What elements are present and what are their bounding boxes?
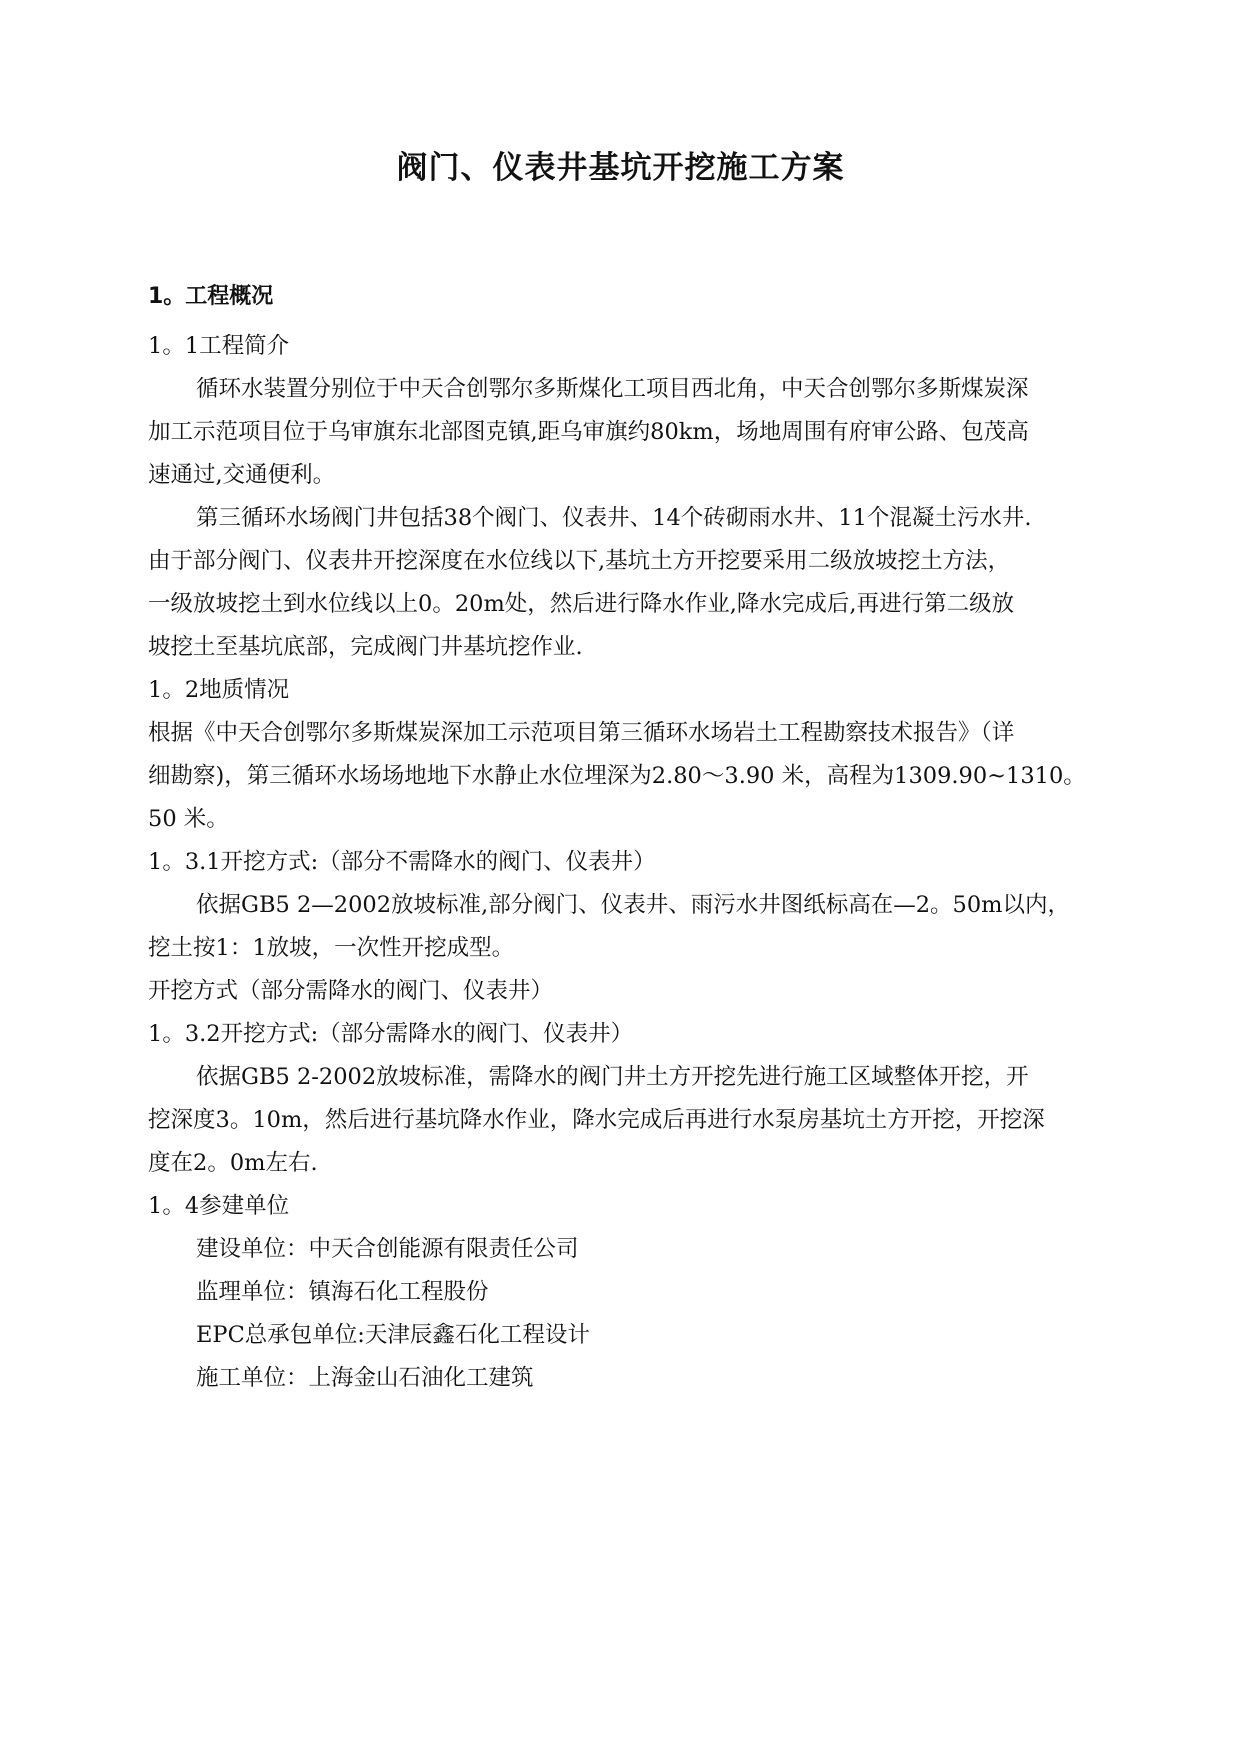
section-heading-overview: 1。工程概况	[148, 284, 274, 309]
geology-text-line: 50 米。	[148, 806, 229, 832]
excavation-2-text-line: 依据GB5 2-2002放坡标准，需降水的阀门井土方开挖先进行施工区域整体开挖，开	[196, 1064, 1029, 1090]
excavation-2-text-line: 挖深度3。10m，然后进行基坑降水作业，降水完成后再进行水泵房基坑土方开挖，开挖深	[148, 1107, 1045, 1133]
intro-text-line: 加工示范项目位于乌审旗东北部图克镇,距乌审旗约80km，场地周围有府审公路、包茂高	[148, 419, 1029, 445]
subsection-heading-excavation-2: 1。3.2开挖方式:（部分需降水的阀门、仪表井）	[148, 1021, 634, 1047]
subsection-heading-excavation-1: 1。3.1开挖方式:（部分不需降水的阀门、仪表井）	[148, 849, 656, 875]
participant-unit-epc: EPC总承包单位:天津辰鑫石化工程设计	[196, 1322, 590, 1348]
intro-text-line: 循环水装置分别位于中天合创鄂尔多斯煤化工项目西北角，中天合创鄂尔多斯煤炭深	[196, 376, 1029, 402]
scope-text-line: 一级放坡挖土到水位线以上0。20m处，然后进行降水作业,降水完成后,再进行第二级放	[148, 591, 1015, 617]
participant-unit-supervisor: 监理单位：镇海石化工程股份	[196, 1279, 489, 1305]
excavation-1-text-line: 挖土按1：1放坡，一次性开挖成型。	[148, 935, 515, 961]
geology-text-line: 根据《中天合创鄂尔多斯煤炭深加工示范项目第三循环水场岩土工程勘察技术报告》（详	[148, 720, 1015, 746]
intro-text-line: 速通过,交通便利。	[148, 462, 336, 488]
scope-text-line: 坡挖土至基坑底部，完成阀门井基坑挖作业.	[148, 634, 583, 660]
geology-text-line: 细勘察)，第三循环水场场地地下水静止水位埋深为2.80～3.90 米，高程为1309.90~1310。	[148, 763, 1086, 789]
participant-unit-contractor: 施工单位：上海金山石油化工建筑	[196, 1365, 534, 1391]
excavation-1-text-line: 依据GB5 2—2002放坡标准,部分阀门、仪表井、雨污水井图纸标高在—2。50m以内，	[196, 892, 1070, 918]
excavation-2-text-line: 度在2。0m左右.	[148, 1150, 318, 1176]
document-title: 阀门、仪表井基坑开挖施工方案	[396, 150, 845, 186]
scope-text-line: 由于部分阀门、仪表井开挖深度在水位线以下,基坑土方开挖要采用二级放坡挖土方法，	[148, 548, 1011, 574]
scope-text-line: 第三循环水场阀门井包括38个阀门、仪表井、14个砖砌雨水井、11个混凝土污水井.	[196, 505, 1032, 531]
subsection-heading-intro: 1。1工程简介	[148, 333, 290, 359]
subsection-heading-geology: 1。2地质情况	[148, 677, 290, 703]
subsection-heading-participants: 1。4参建单位	[148, 1193, 290, 1219]
participant-unit-owner: 建设单位：中天合创能源有限责任公司	[196, 1236, 579, 1262]
excavation-method-note: 开挖方式（部分需降水的阀门、仪表井）	[148, 978, 554, 1004]
